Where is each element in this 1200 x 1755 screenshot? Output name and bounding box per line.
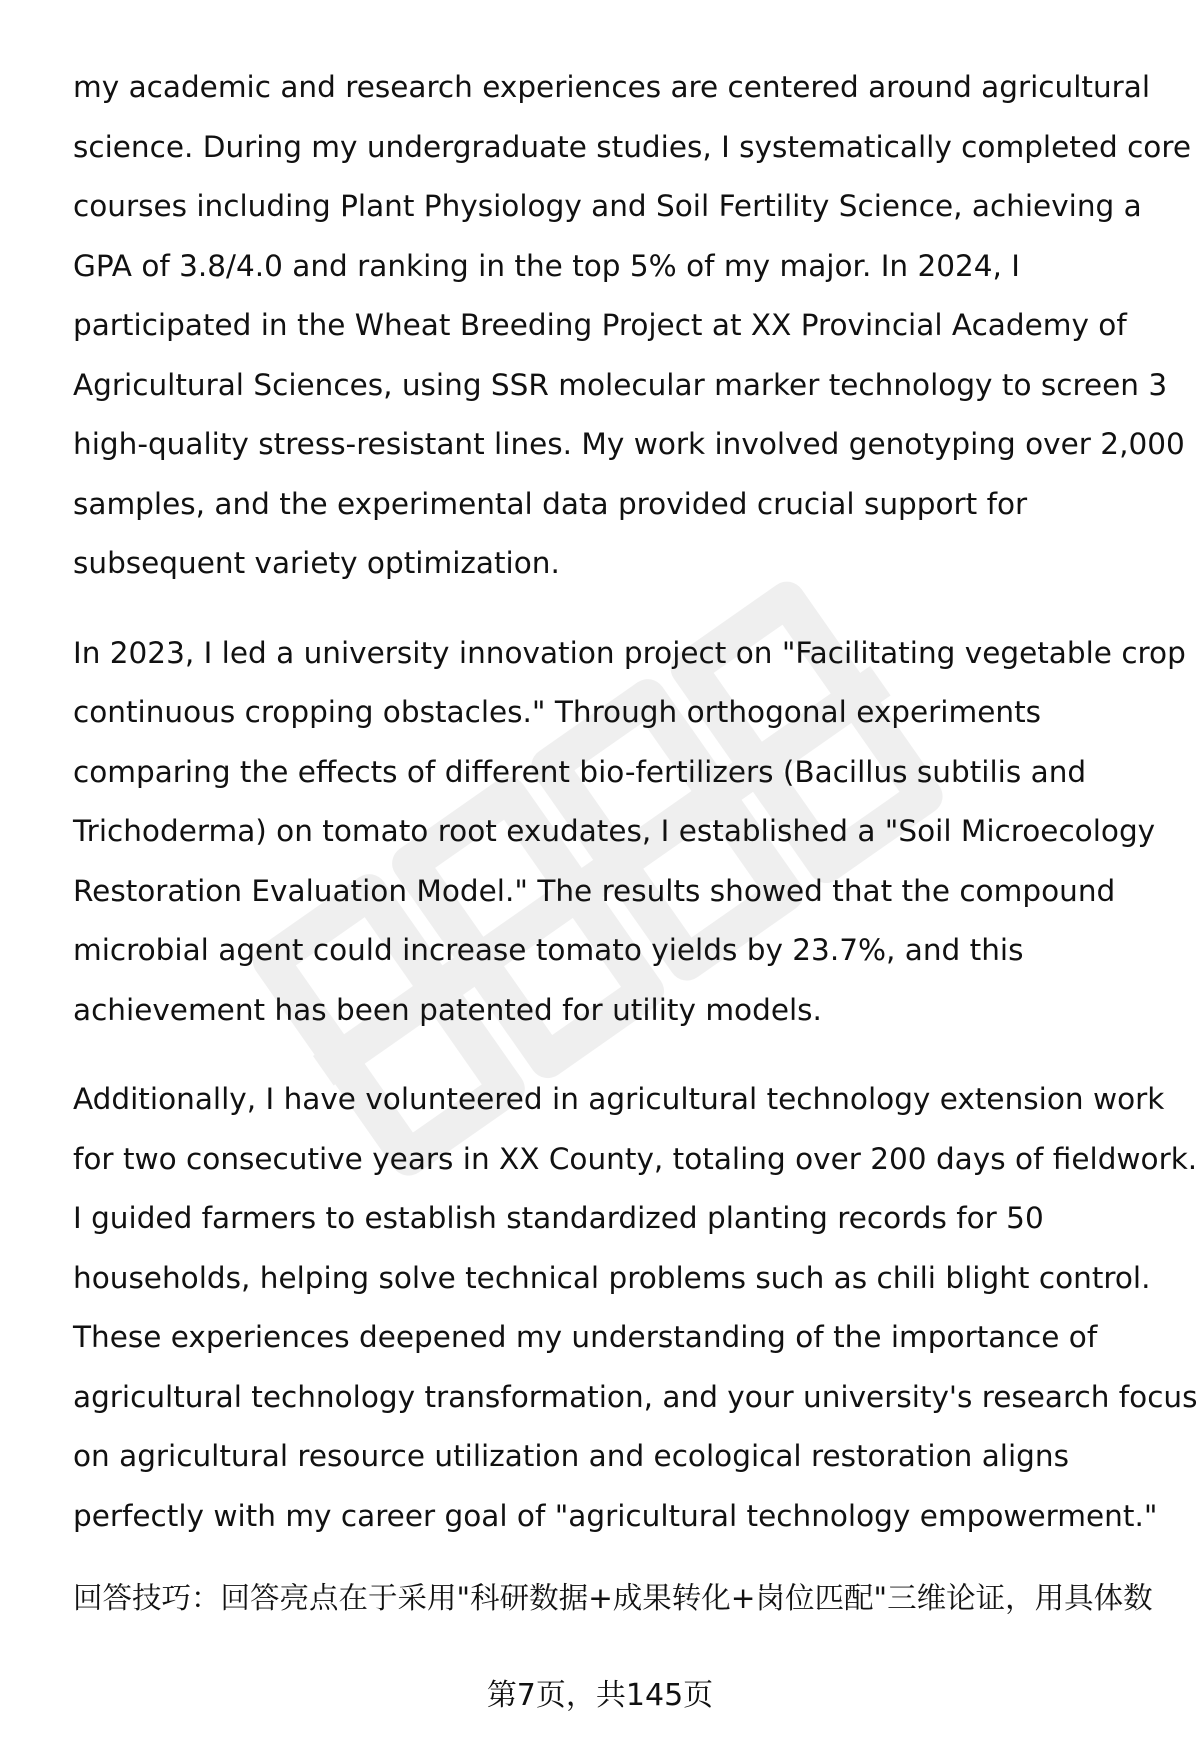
text-line: Restoration Evaluation Model." The results showed that the compound [73, 873, 1116, 908]
paragraph-volunteer-work [73, 1070, 1198, 1546]
document-body [73, 58, 1198, 1546]
text-line: science. During my undergraduate studies, I systematically completed core [73, 129, 1191, 164]
text-line: courses including Plant Physiology and Soil Fertility Science, achieving a [73, 189, 1142, 223]
text-line: GPA of 3.8/4.0 and ranking in the top 5% of my major. In 2024, I [73, 248, 1021, 283]
text-line: agricultural technology transformation, and your university's research focus [73, 1379, 1198, 1414]
text-line: These experiences deepened my understanding of the importance of [73, 1320, 1098, 1354]
text-line: continuous cropping obstacles." Through orthogonal experiments [73, 695, 1042, 729]
text-line: perfectly with my career goal of "agricultural technology empowerment." [73, 1498, 1158, 1533]
paragraph-innovation-project [73, 624, 1186, 1041]
text-line: Additionally, I have volunteered in agricultural technology extension work [73, 1082, 1165, 1116]
text-line: my academic and research experiences are centered around agricultural [73, 70, 1151, 104]
text-line: high-quality stress-resistant lines. My work involved genotyping over 2,000 [73, 427, 1185, 461]
text-line: Agricultural Sciences, using SSR molecular marker technology to screen 3 [73, 367, 1168, 402]
text-line: for two consecutive years in XX County, totaling over 200 days of fieldwork. [73, 1141, 1198, 1176]
text-line: microbial agent could increase tomato yields by 23.7%, and this [73, 933, 1024, 967]
paragraph-research-experience [73, 58, 1191, 594]
text-line: households, helping solve technical problems such as chili blight control. [73, 1260, 1151, 1295]
text-line: on agricultural resource utilization and ecological restoration aligns [73, 1439, 1069, 1473]
text-line: I guided farmers to establish standardized planting records for 50 [73, 1201, 1044, 1235]
text-line: samples, and the experimental data provided crucial support for [73, 486, 1028, 521]
text-line: participated in the Wheat Breeding Project at XX Provincial Academy of [73, 308, 1127, 342]
text-line: Trichoderma) on tomato root exudates, I established a "Soil Microecology [73, 814, 1156, 848]
page-number: 第7页，共145页 [486, 1678, 714, 1713]
text-line: achievement has been patented for utility models. [73, 992, 822, 1027]
text-line: comparing the effects of different bio-fertilizers (Bacillus subtilis and [73, 754, 1087, 789]
text-line: subsequent variety optimization. [73, 546, 560, 580]
answer-tip: 回答技巧：回答亮点在于采用"科研数据+成果转化+岗位匹配"三维论证，用具体数 [73, 1581, 1153, 1615]
text-line: In 2023, I led a university innovation project on "Facilitating vegetable crop [73, 635, 1186, 670]
